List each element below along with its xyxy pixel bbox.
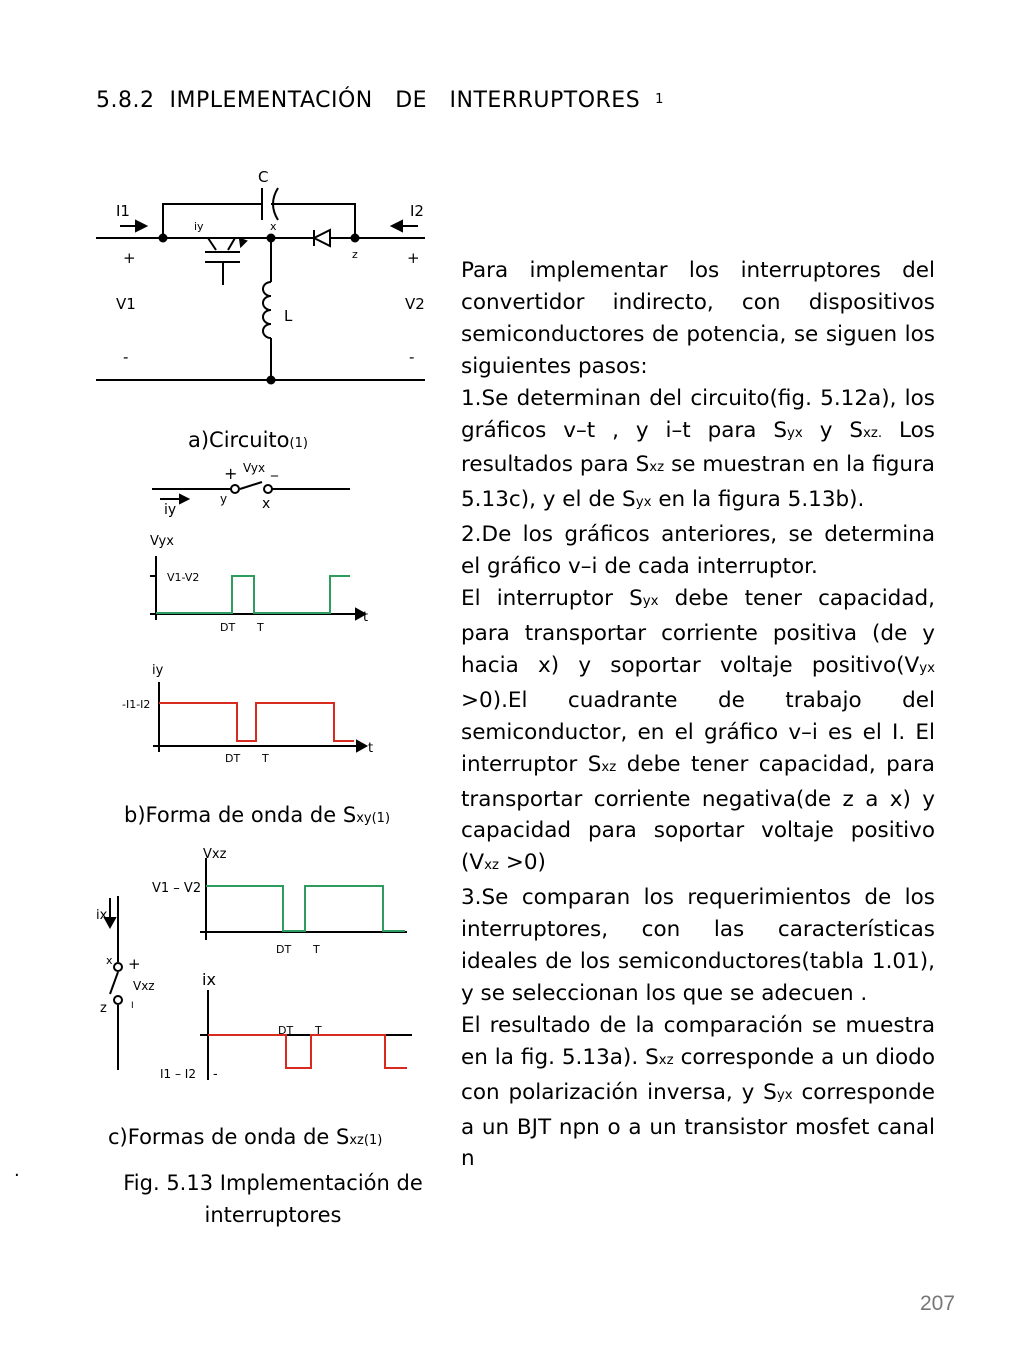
inductor-coil [263, 282, 271, 338]
caption-b [124, 803, 390, 827]
ix-axis-label: ix [202, 970, 216, 989]
caption-c [108, 1125, 382, 1149]
ix-dt-label: DT [278, 1024, 294, 1037]
node-x-label: x [270, 220, 277, 233]
iy-dt-label: DT [225, 752, 241, 765]
plus-right: + [407, 249, 420, 267]
paragraph-step3: 3.Se comparan los requerimientos de los interruptores, con las características ideales de los semiconductores(tabla 1.01), y se seleccionan los que se adecuen . [461, 885, 935, 1006]
caption-a-note: (1) [289, 436, 308, 451]
sxz-vxz-label: Vxz [133, 979, 155, 993]
circuit-diagram [96, 188, 425, 380]
paragraph-intro: Para implementar los interruptores del convertidor indirecto, con dispositivos semiconductores de potencia, se siguen los siguientes pasos: [461, 258, 935, 379]
figure-caption-line2: interruptores [204, 1203, 342, 1227]
sxz-ix-label: ix [96, 908, 108, 923]
v2-label: V2 [405, 295, 425, 313]
current-i2-label: I2 [410, 202, 424, 220]
vyx-axes [150, 556, 365, 620]
ix-level-dash: - [213, 1067, 218, 1082]
caption-b-note: (1) [371, 811, 391, 826]
vxz-t-label: T [313, 943, 320, 956]
ix-t-label: T [315, 1024, 322, 1037]
iy-t-label: T [262, 752, 269, 765]
node-z-label: z [352, 248, 358, 261]
syx-switch [152, 482, 350, 503]
iy-axis-label: iy [152, 663, 164, 678]
vyx-time-axis-label: t [363, 610, 369, 625]
caption-c-note: (1) [363, 1133, 383, 1148]
sxz-x-label: x [106, 954, 113, 967]
circuit-nodes [159, 234, 360, 385]
iy-label: iy [194, 220, 204, 233]
vxz-waveform [206, 886, 405, 931]
vyx-t-label: T [257, 621, 264, 634]
heading-superscript: 1 [655, 92, 664, 107]
section-title: IMPLEMENTACIÓN DE INTERRUPTORES [169, 88, 641, 113]
plus-left: + [123, 249, 136, 267]
vxz-axis-label: Vxz [203, 847, 227, 862]
body-text [461, 255, 935, 1175]
vxz-level-label: V1 – V2 [152, 881, 202, 896]
inductor-label: L [284, 307, 293, 325]
vxz-dt-label: DT [276, 943, 292, 956]
igbt-transistor [205, 238, 246, 285]
sxz-minus: I [131, 1001, 134, 1011]
minus-left: - [123, 348, 129, 366]
paragraph-result: El resultado de la comparación se muestra en la fig. 5.13a). Sxz corresponde a un diodo con polarización inversa, y Syx corresponde a un BJT npn o a un transistor mosfet canal n [461, 1012, 935, 1172]
caption-b-text: b)Forma de onda de S [124, 803, 357, 827]
current-arrows [120, 221, 418, 231]
vyx-level-label: V1-V2 [167, 571, 200, 584]
caption-c-text: c)Formas de onda de S [108, 1125, 350, 1149]
section-number: 5.8.2 [96, 88, 155, 113]
paragraph-step1: 1.Se determinan del circuito(fig. 5.12a), los gráficos v–t , y i–t para Syx y Sxz. Los resultados para Sxz se muestran en la figura 5.13c), y el de Syx en la figura 5.13b). [461, 385, 935, 513]
vxz-axes [200, 858, 407, 940]
ix-level-label: I1 – I2 [160, 1067, 196, 1081]
syx-iy-label: iy [164, 502, 177, 518]
sxz-plus: + [128, 955, 141, 973]
syx-vyx-label: Vyx [243, 461, 266, 475]
iy-waveform [159, 703, 354, 741]
sxz-switch [105, 896, 122, 1070]
capacitor-label: C [258, 168, 269, 186]
minus-right: - [409, 348, 415, 366]
page-number: 207 [920, 1292, 956, 1315]
syx-plus: + [224, 464, 238, 483]
syx-y-label: y [220, 492, 228, 506]
paragraph-requirements: El interruptor Syx debe tener capacidad, para transportar corriente positiva (de y hacia x) y soportar voltaje positivo(Vyx >0).El cuadrante de trabajo del semiconductor, en el gráfico v–i es el I. El interruptor Sxz debe tener capacidad, para transportar corriente negativa(de z a x) y capacidad para soportar voltaje positivo (Vxz >0) [461, 586, 935, 876]
current-i1-label: I1 [116, 202, 130, 220]
v1-label: V1 [116, 295, 136, 313]
figure-5-13 [0, 0, 460, 1160]
caption-c-sub: xz [349, 1133, 364, 1148]
ix-waveform [208, 1035, 407, 1068]
caption-b-sub: xy [356, 811, 372, 826]
sxz-z-label: z [100, 1001, 107, 1016]
iy-level-label: -I1-I2 [122, 698, 151, 711]
margin-dot: . [14, 1160, 20, 1181]
syx-minus: _ [271, 461, 278, 477]
vyx-axis-label: Vyx [150, 534, 174, 549]
paragraph-step2: 2.De los gráficos anteriores, se determina el gráfico v–i de cada interruptor. [461, 522, 935, 580]
capacitor-left-wire [163, 204, 262, 238]
figure-caption-line1: Fig. 5.13 Implementación de [123, 1171, 423, 1195]
syx-x-label: x [262, 496, 271, 512]
iy-time-axis-label: t [368, 741, 374, 756]
diode [314, 230, 330, 246]
figure-caption [110, 1167, 436, 1231]
caption-a [188, 428, 308, 452]
vyx-dt-label: DT [220, 621, 236, 634]
caption-a-text: a)Circuito [188, 428, 290, 452]
